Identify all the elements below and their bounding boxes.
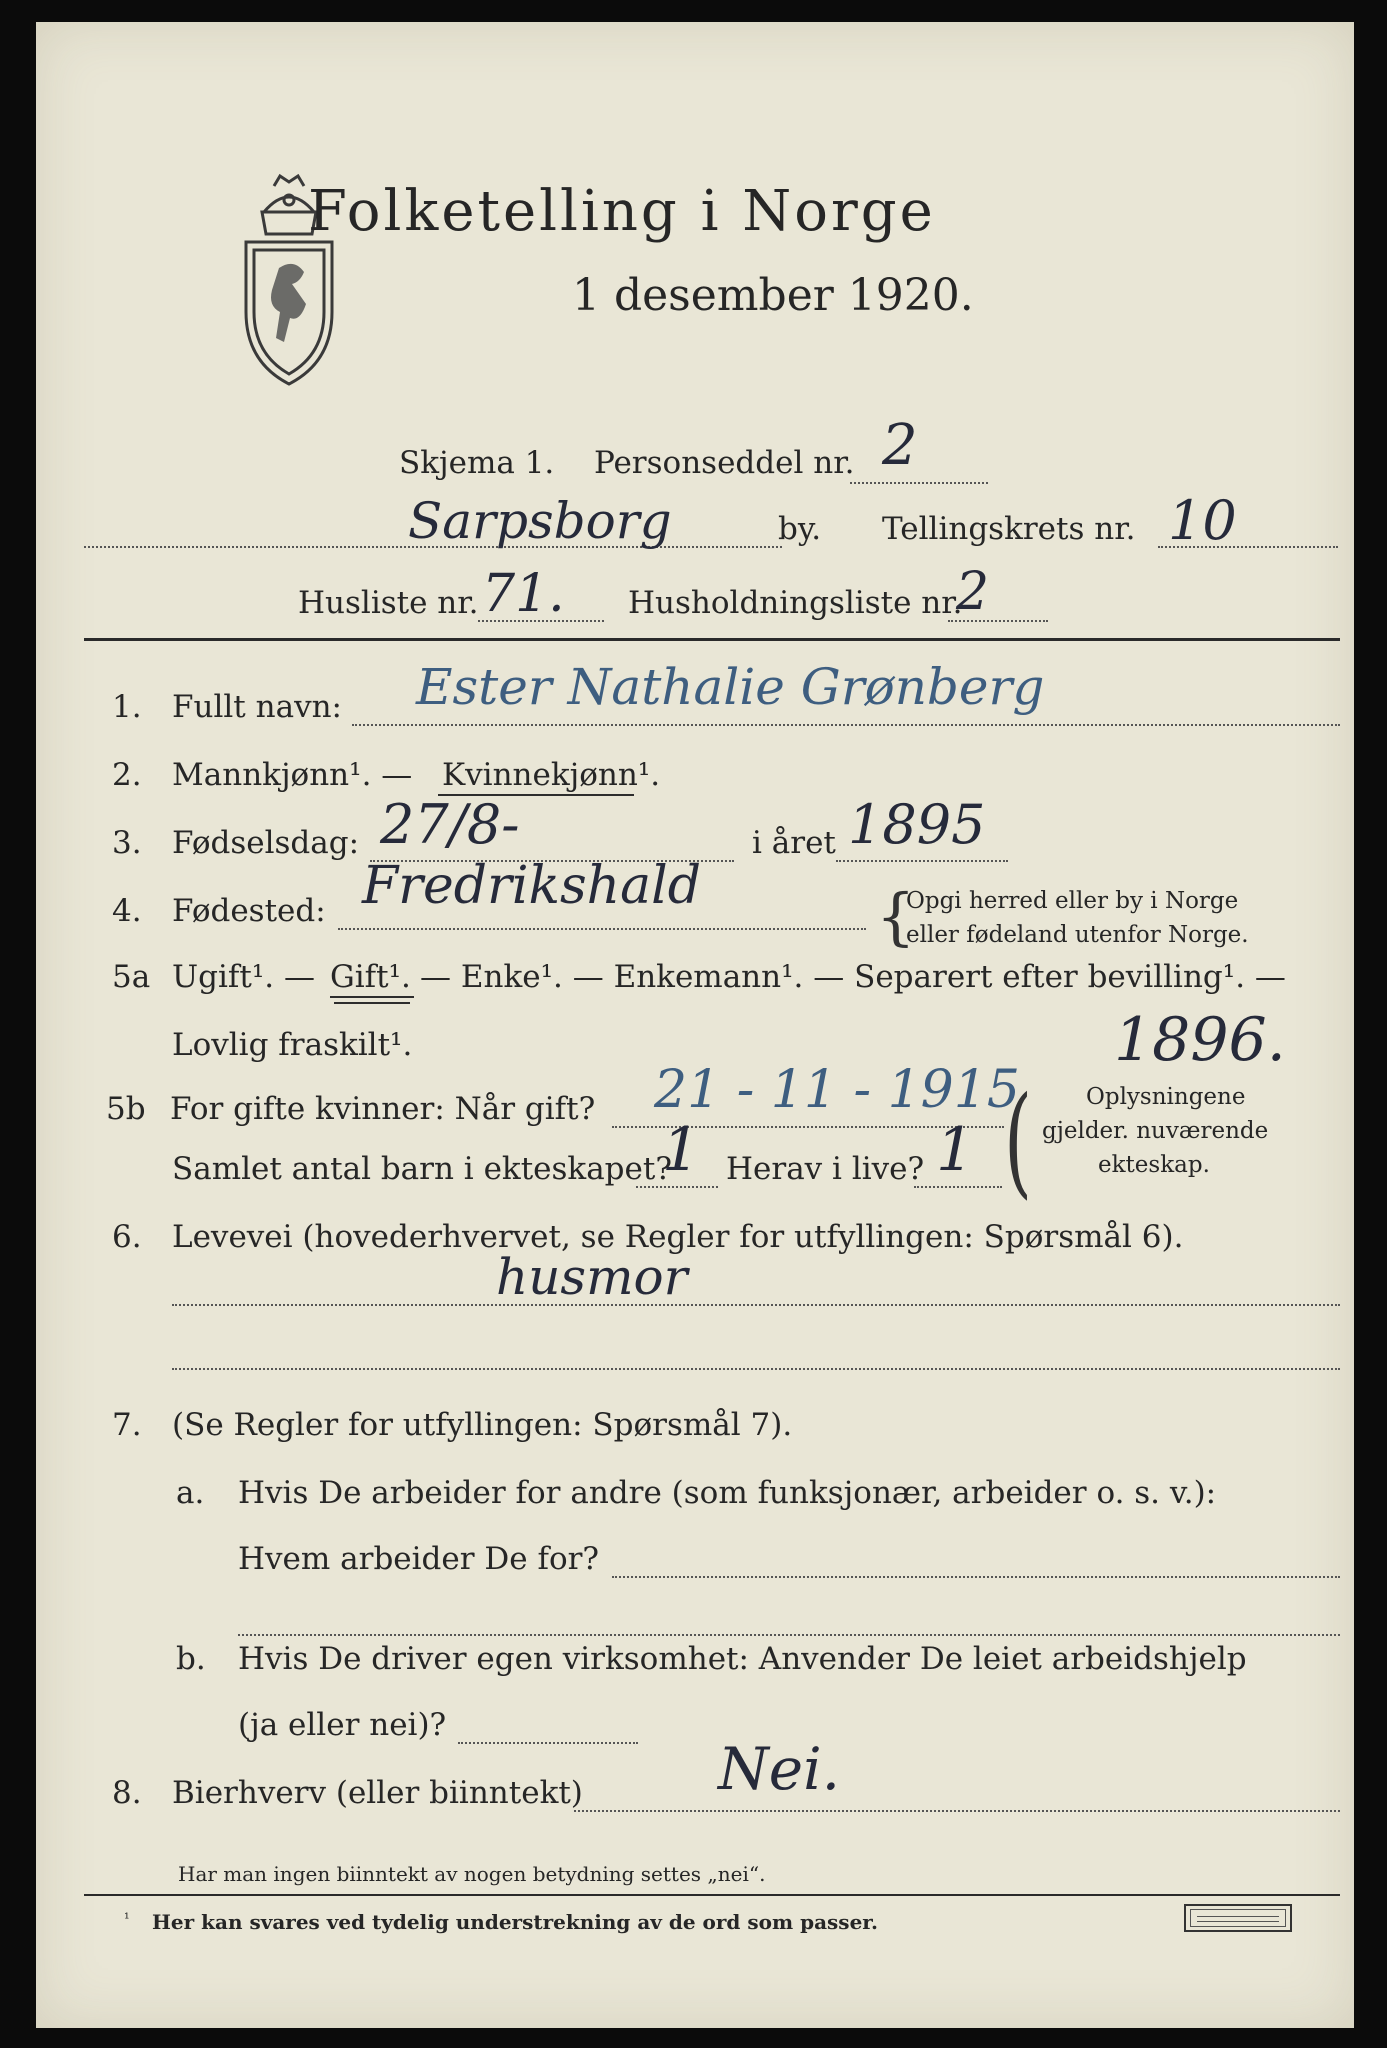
q4-note-line2: eller fødeland utenfor Norge. (906, 922, 1249, 948)
q5a-selection-underline (330, 996, 414, 998)
q4-number: 4. (112, 893, 142, 929)
q7a-question: Hvis De arbeider for andre (som funksjonær, arbeider o. s. v.): (238, 1475, 1217, 1511)
q5b-alive-line (914, 1186, 1002, 1188)
footnote-marker: ¹ (124, 1911, 130, 1927)
q7a-line-2 (238, 1634, 1340, 1636)
city-value: Sarpsborg (408, 492, 672, 550)
q1-number: 1. (112, 689, 142, 725)
census-form-page (36, 22, 1354, 2028)
footnote-divider (84, 1894, 1340, 1896)
q3-number: 3. (112, 825, 142, 861)
q4-birthplace-value: Fredrikshald (362, 856, 702, 916)
husholdning-value: 2 (956, 562, 990, 622)
q5a-option-gift: Gift¹. (330, 959, 411, 995)
form-title: Folketelling i Norge (308, 179, 936, 244)
personseddel-line (850, 482, 988, 484)
header-divider (84, 638, 1340, 641)
q6-line-1 (172, 1304, 1340, 1306)
footnote-text: Her kan svares ved tydelig understrekning av de ord som passer. (152, 1910, 878, 1934)
q3-label: Fødselsdag: (172, 825, 360, 861)
q7a-who-label: Hvem arbeider De for? (238, 1541, 600, 1577)
by-label: by. (778, 511, 822, 547)
q4-note-line1: Opgi herred eller by i Norge (906, 888, 1239, 914)
q7b-letter: b. (176, 1641, 206, 1677)
q8-line (574, 1810, 1340, 1812)
q2-option-kvinnekjonn: Kvinnekjønn¹. (442, 757, 661, 793)
nei-instruction-note: Har man ingen biinntekt av nogen betydning settes „nei“. (178, 1862, 766, 1886)
q1-full-name-value: Ester Nathalie Grønberg (416, 658, 1045, 716)
printer-stamp (1184, 1904, 1292, 1932)
husliste-label: Husliste nr. (298, 585, 479, 621)
husholdning-label: Husholdningsliste nr. (628, 585, 963, 621)
q5b-extra-year: 1896. (1114, 1005, 1286, 1075)
q7a-line-1 (612, 1576, 1340, 1578)
q4-note-brace: { (876, 880, 916, 953)
q5a-number: 5a (112, 959, 151, 995)
q3-year-value: 1895 (848, 793, 986, 856)
census-date: 1 desember 1920. (572, 270, 974, 321)
q6-line-2 (172, 1368, 1340, 1370)
q7b-question: Hvis De driver egen virksomhet: Anvender De leiet arbeidshjelp (238, 1641, 1247, 1677)
q5b-label: For gifte kvinner: Når gift? (170, 1091, 596, 1127)
q5b-children-label: Samlet antal barn i ekteskapet? (172, 1151, 672, 1187)
tellingskrets-value: 10 (1168, 489, 1237, 552)
q5a-selection-underline-2 (334, 1002, 410, 1004)
q2-number: 2. (112, 757, 142, 793)
q3-year-line (836, 860, 1008, 862)
q5b-children-line (636, 1186, 718, 1188)
q7b-line (458, 1742, 638, 1744)
skjema-label: Skjema 1. (399, 445, 555, 481)
husliste-value: 71. (482, 564, 565, 624)
q7-label: (Se Regler for utfyllingen: Spørsmål 7). (172, 1407, 793, 1443)
q8-side-income-value: Nei. (718, 1735, 841, 1803)
q5b-note-line1: Oplysningene (1086, 1084, 1246, 1110)
q4-label: Fødested: (172, 893, 326, 929)
q5b-note-brace: ( (1004, 1072, 1033, 1211)
q5b-note-line3: ekteskap. (1098, 1152, 1210, 1178)
q5b-married-date-value: 21 - 11 - 1915 (654, 1060, 1020, 1120)
q4-line (338, 928, 866, 930)
q6-number: 6. (112, 1219, 142, 1255)
q2-option-mannkjonn: Mannkjønn¹. — (172, 757, 413, 793)
q5a-option-ugift: Ugift¹. — (172, 959, 315, 995)
q5b-alive-label: Herav i live? (726, 1151, 925, 1187)
q7a-letter: a. (176, 1475, 205, 1511)
q6-label: Levevei (hovederhvervet, se Regler for utfyllingen: Spørsmål 6). (172, 1219, 1184, 1255)
q8-number: 8. (112, 1775, 142, 1811)
q6-occupation-value: husmor (496, 1248, 688, 1306)
q5b-alive-value: 1 (936, 1115, 975, 1185)
q5b-note-line2: gjelder. nuværende (1042, 1118, 1269, 1144)
q7-number: 7. (112, 1407, 142, 1443)
q1-line (352, 724, 1340, 726)
tellingskrets-label: Tellingskrets nr. (882, 511, 1136, 547)
q5b-number: 5b (106, 1091, 146, 1127)
q3-year-label: i året (752, 825, 836, 861)
q5a-option-lovlig-fraskilt: Lovlig fraskilt¹. (172, 1027, 413, 1063)
personseddel-label: Personseddel nr. (594, 445, 855, 481)
q3-birthday-value: 27/8- (380, 793, 520, 856)
personseddel-value: 2 (882, 413, 918, 478)
q5b-children-value: 1 (662, 1115, 701, 1185)
q7b-yes-no-label: (ja eller nei)? (238, 1707, 447, 1743)
q8-label: Bierhverv (eller biinntekt) (172, 1775, 583, 1811)
q1-label: Fullt navn: (172, 689, 342, 725)
q5a-other-options: — Enke¹. — Enkemann¹. — Separert efter bevilling¹. — (420, 959, 1286, 995)
